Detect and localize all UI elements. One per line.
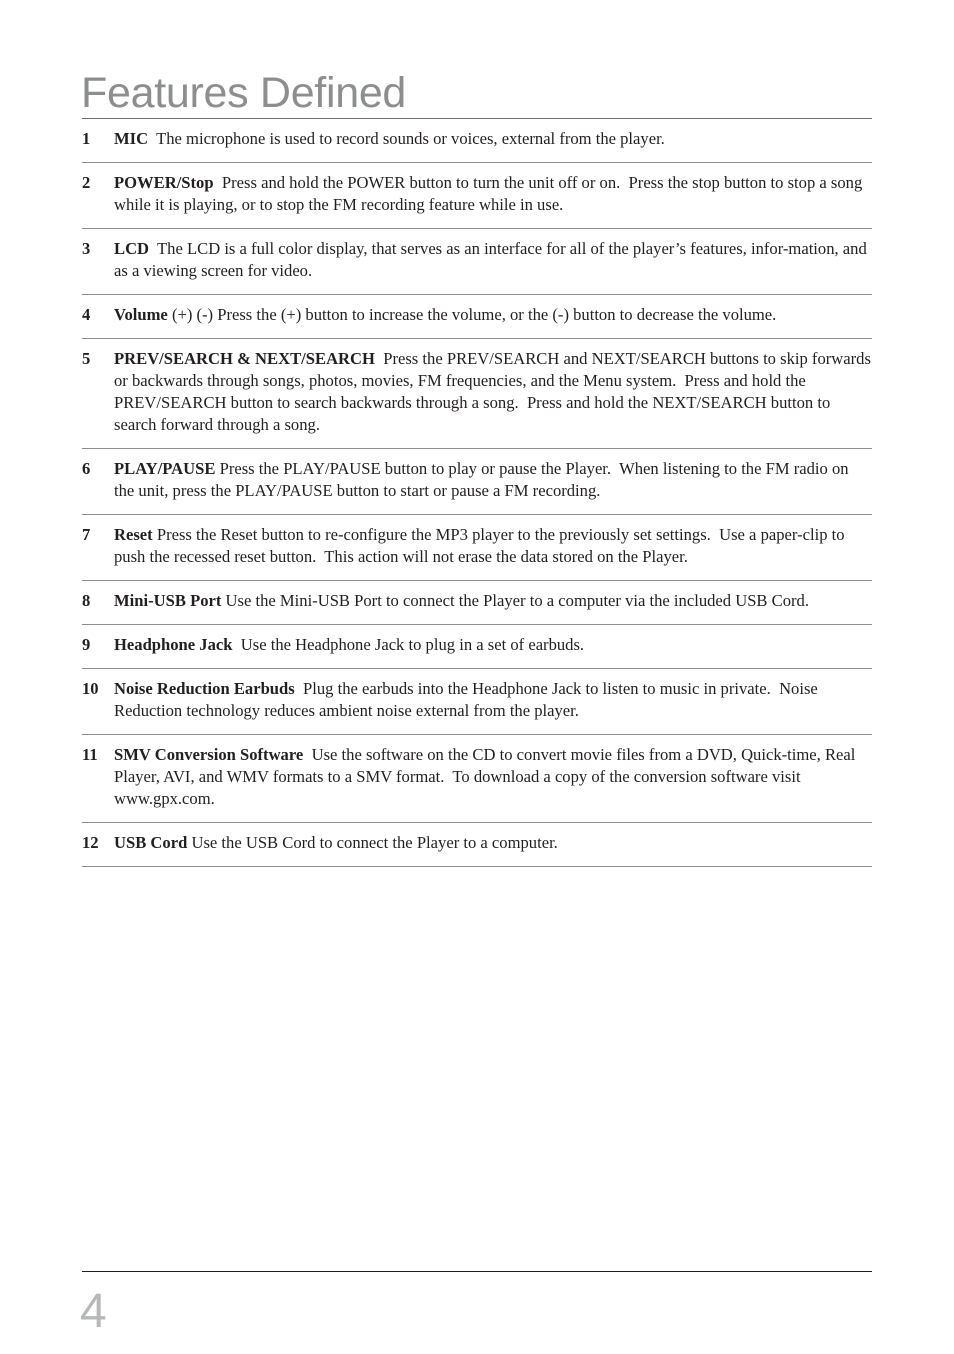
feature-description [114, 128, 872, 150]
feature-name: Noise Reduction Earbuds [114, 679, 295, 698]
feature-number: 7 [82, 525, 91, 544]
feature-name: PREV/SEARCH & NEXT/SEARCH [114, 349, 375, 368]
feature-description [114, 348, 876, 436]
feature-number: 5 [82, 349, 91, 368]
feature-text: Press the Reset button to re-configure the MP3 player to the previously set settings. Use a paper-clip to push the recessed reset button. This action will not erase the data stored on the Player. [114, 525, 849, 566]
feature-text: Press and hold the POWER button to turn the unit off or on. Press the stop button to stop a song while it is playing, or to stop the FM recording feature while in use. [114, 173, 867, 214]
page-number: 4 [80, 1285, 107, 1338]
feature-name: USB Cord [114, 833, 188, 852]
feature-item [82, 229, 872, 295]
feature-item [82, 449, 872, 515]
feature-text: The LCD is a full color display, that serves as an interface for all of the player’s features, infor-mation, and as a viewing screen for video. [114, 239, 871, 280]
feature-number: 11 [82, 745, 98, 764]
feature-item [82, 339, 876, 449]
feature-item [82, 669, 872, 735]
feature-number: 3 [82, 239, 91, 258]
feature-name: SMV Conversion Software [114, 745, 304, 764]
feature-description [114, 304, 872, 326]
feature-number: 6 [82, 459, 91, 478]
feature-description [114, 238, 872, 282]
feature-number: 8 [82, 591, 91, 610]
footer-divider [82, 1271, 872, 1272]
feature-description [114, 634, 872, 656]
feature-text: Use the Mini-USB Port to connect the Player to a computer via the included USB Cord. [221, 591, 809, 610]
feature-text: Use the USB Cord to connect the Player to a computer. [187, 833, 558, 852]
feature-item [82, 625, 872, 669]
feature-name: POWER/Stop [114, 173, 214, 192]
feature-description [114, 458, 872, 502]
feature-description [114, 590, 872, 612]
feature-name: PLAY/PAUSE [114, 459, 216, 478]
feature-item [82, 823, 872, 867]
feature-number: 1 [82, 129, 91, 148]
feature-text: (+) (-) Press the (+) button to increase the volume, or the (-) button to decrease the volume. [167, 305, 777, 324]
feature-number: 4 [82, 305, 91, 324]
feature-item [82, 163, 872, 229]
features-list [82, 119, 876, 867]
feature-name: MIC [114, 129, 149, 148]
feature-name: Volume [114, 305, 168, 324]
feature-name: Headphone Jack [114, 635, 233, 654]
feature-description [114, 172, 872, 216]
feature-item [82, 735, 872, 823]
feature-item [82, 119, 872, 163]
feature-number: 2 [82, 173, 91, 192]
feature-description [114, 678, 872, 722]
feature-text: Use the Headphone Jack to plug in a set of earbuds. [232, 635, 585, 654]
feature-name: LCD [114, 239, 150, 258]
feature-item [82, 581, 872, 625]
page-title: Features Defined [81, 69, 407, 117]
feature-item [82, 295, 872, 339]
feature-number: 9 [82, 635, 91, 654]
feature-text: Press the PREV/SEARCH and NEXT/SEARCH buttons to skip forwards or backwards through songs, photos, movies, FM frequencies, and the Menu system. Press and hold the PREV/SEARCH button to search backwards through a song. Press and hold the NEXT/SEARCH button to search forward through a song. [114, 349, 876, 434]
feature-text: Press the PLAY/PAUSE button to play or pause the Player. When listening to the FM radio on the unit, press the PLAY/PAUSE button to start or pause a FM recording. [114, 459, 853, 500]
feature-description [114, 524, 872, 568]
feature-name: Mini-USB Port [114, 591, 222, 610]
feature-number: 10 [82, 679, 99, 698]
feature-text: Use the software on the CD to convert movie files from a DVD, Quick-time, Real Player, AVI, and WMV formats to a SMV format. To download a copy of the conversion software visit www.gpx.com. [114, 745, 860, 808]
feature-text: Plug the earbuds into the Headphone Jack to listen to music in private. Noise Reduction technology reduces ambient noise external from the player. [114, 679, 822, 720]
feature-text: The microphone is used to record sounds or voices, external from the player. [148, 129, 665, 148]
feature-description [114, 744, 872, 810]
feature-description [114, 832, 872, 854]
feature-number: 12 [82, 833, 99, 852]
feature-item [82, 515, 872, 581]
feature-name: Reset [114, 525, 153, 544]
